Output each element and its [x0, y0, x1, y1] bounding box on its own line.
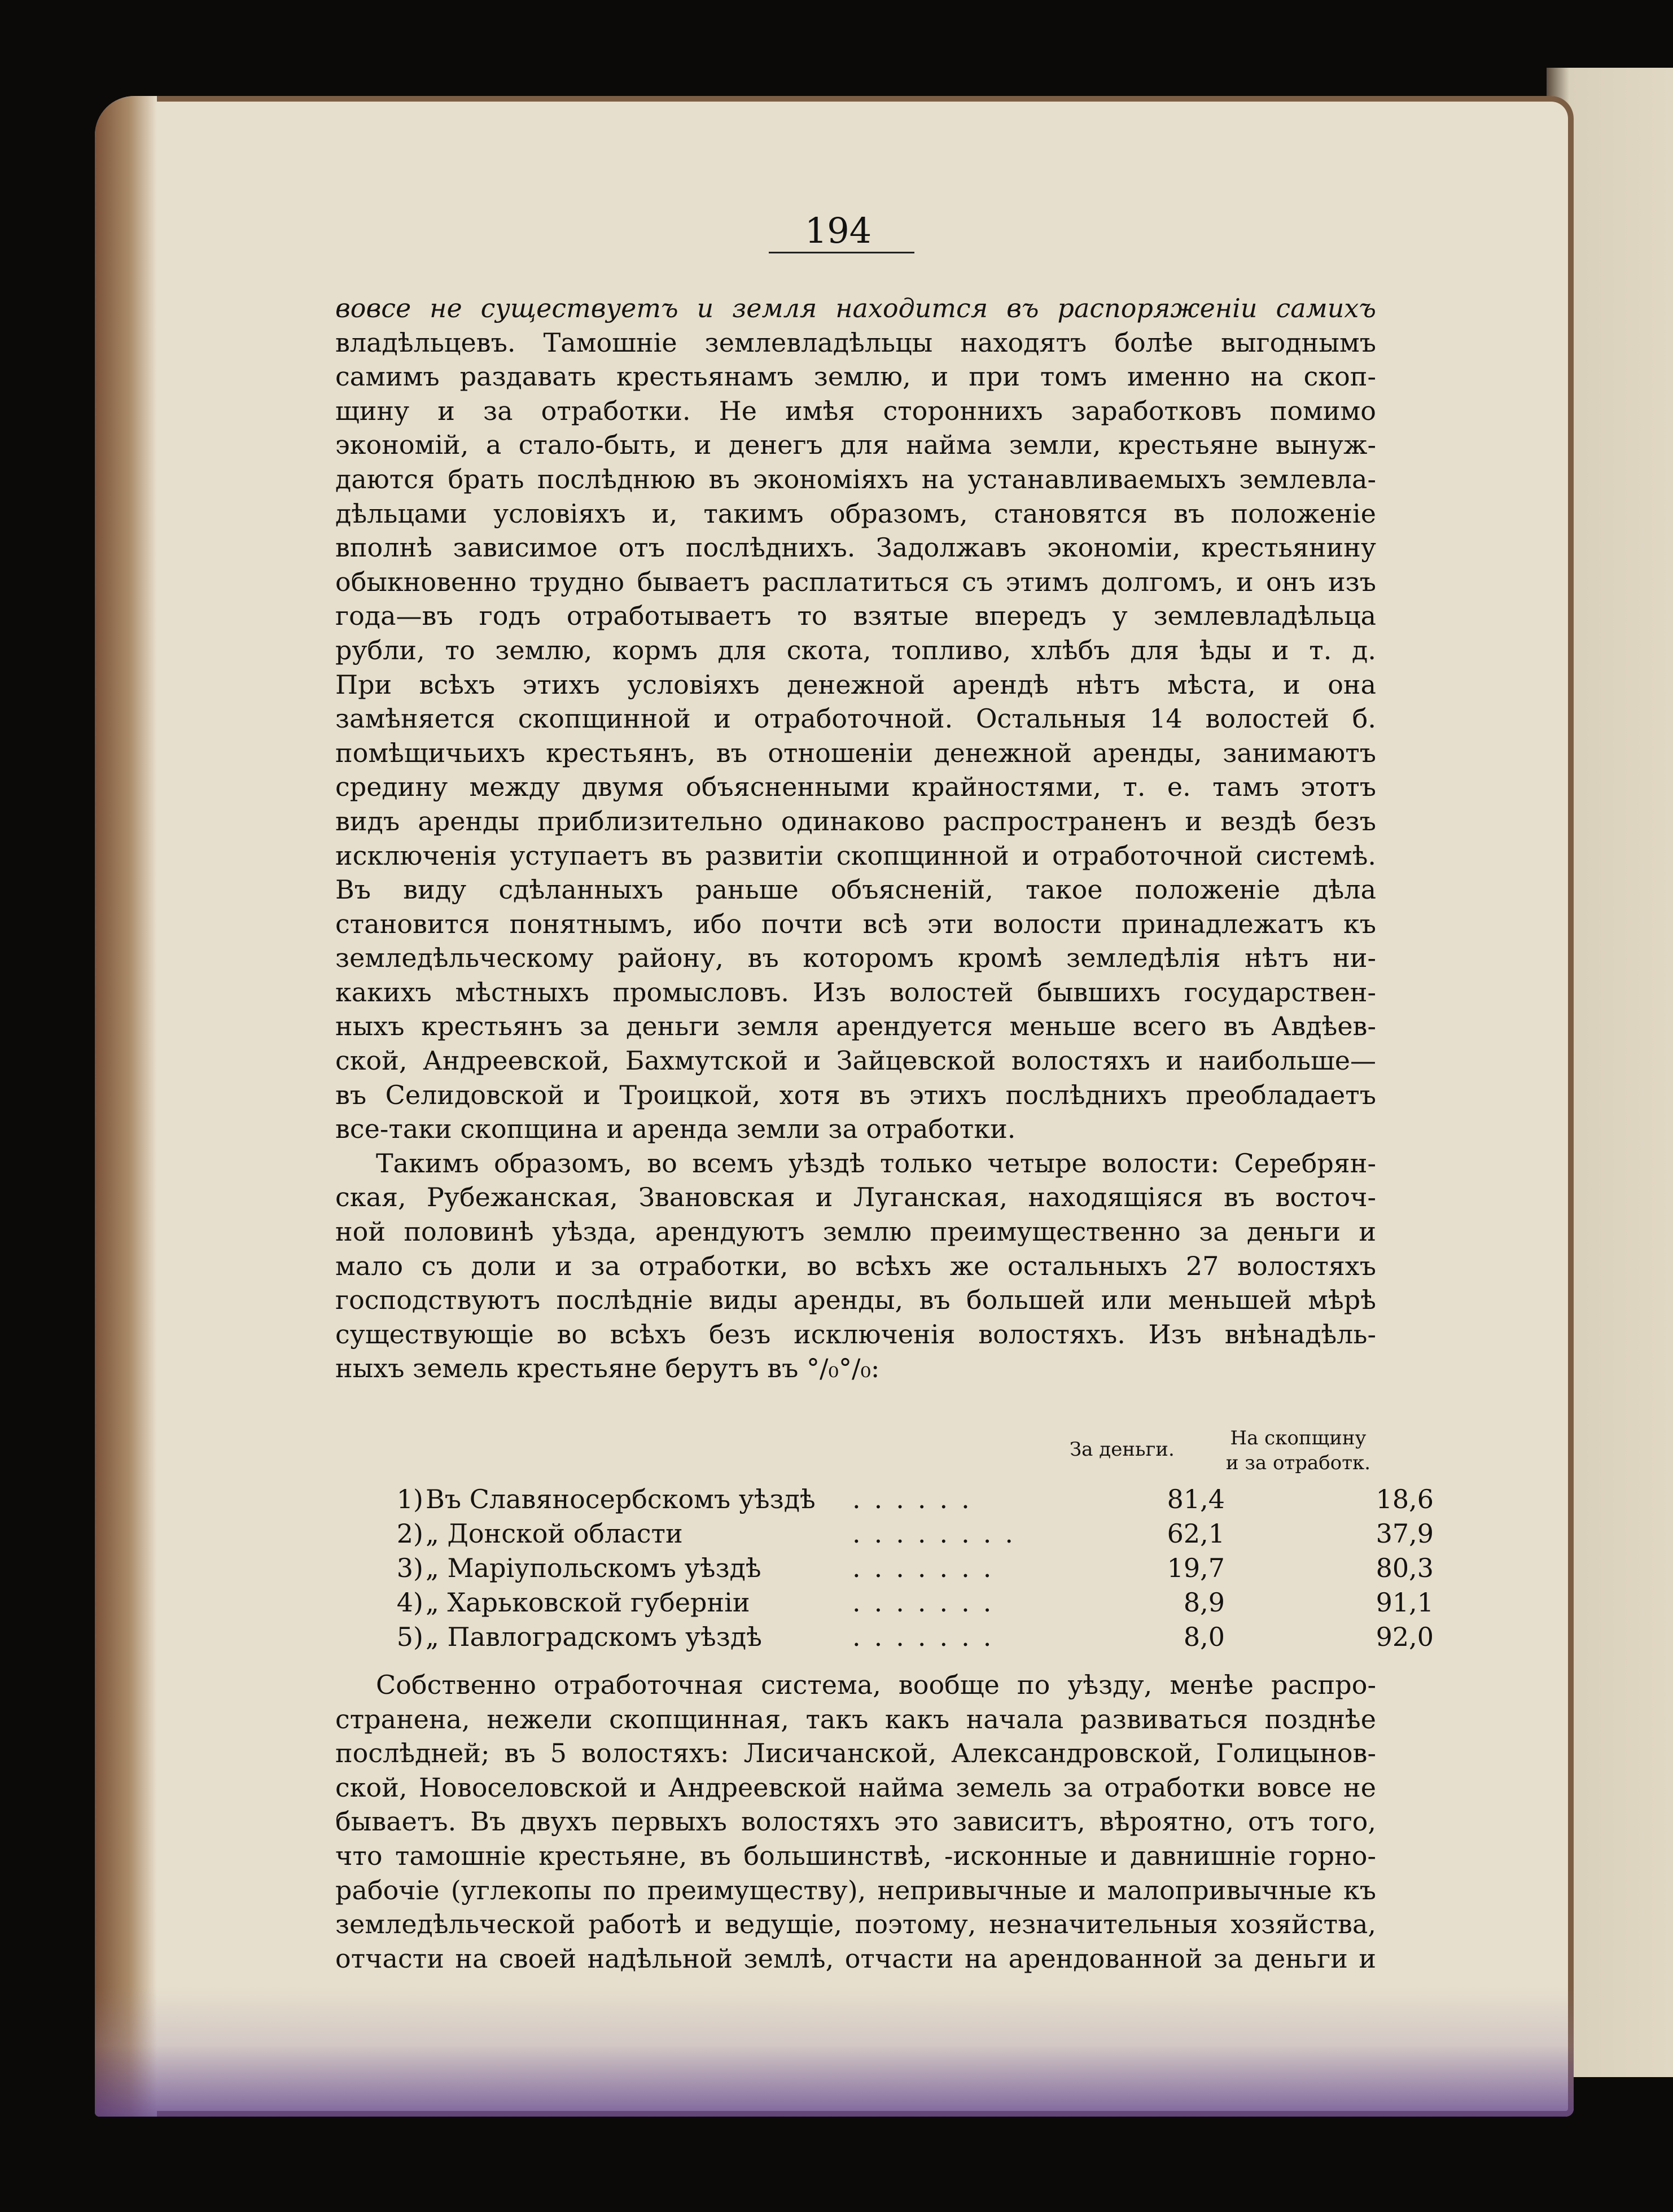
- text-line: видъ аренды приблизительно одинаково распространенъ и вездѣ безъ: [335, 805, 1376, 836]
- text-line: экономій, а стало-быть, и денегъ для найма земли, крестьяне вынуж-: [335, 430, 1376, 461]
- row-value-work: 91,1: [1376, 1587, 1434, 1618]
- text-line: становится понятнымъ, ибо почти всѣ эти волости принадлежатъ къ: [335, 908, 1376, 939]
- text-line: дѣльцами условіяхъ и, такимъ образомъ, становятся въ положеніе: [335, 498, 1376, 529]
- row-value-money: 19,7: [1167, 1553, 1225, 1583]
- row-value-money: 8,9: [1183, 1587, 1225, 1618]
- text-line: помѣщичьихъ крестьянъ, въ отношеніи денежной аренды, занимаютъ: [335, 737, 1376, 768]
- row-number: 2): [396, 1518, 423, 1549]
- text-line: все-таки скопщина и аренда земли за отработки.: [335, 1114, 1016, 1145]
- row-value-work: 37,9: [1376, 1518, 1434, 1549]
- table-header-work-line-2: и за отработк.: [1225, 1452, 1371, 1474]
- text-line: земледѣльческому району, въ которомъ кромѣ земледѣлія нѣтъ ни-: [335, 943, 1376, 974]
- text-line: вовсе не существуетъ и земля находится въ распоряженіи самихъ: [335, 293, 1376, 323]
- text-line: рабочіе (углекопы по преимуществу), непривычные и малопривычные къ: [335, 1874, 1376, 1906]
- text-line: ныхъ крестьянъ за деньги земля арендуется меньше всего въ Авдѣев-: [335, 1011, 1376, 1042]
- row-leader-dots: .......: [852, 1587, 1005, 1618]
- text-line: замѣняется скопщинной и отработочной. Остальныя 14 волостей б.: [335, 703, 1376, 734]
- text-line: Собственно отработочная система, вообще по уѣзду, менѣе распро-: [376, 1670, 1376, 1700]
- row-leader-dots: .......: [852, 1553, 1005, 1583]
- row-label: „ Маріупольскомъ уѣздѣ: [426, 1553, 761, 1583]
- main-text: [335, 291, 1376, 1386]
- row-leader-dots: ........: [852, 1518, 1027, 1549]
- text-line: послѣдней; въ 5 волостяхъ: Лисичанской, Александровской, Голицынов-: [335, 1738, 1376, 1769]
- text-line: года—въ годъ отработываетъ то взятые впередъ у землевладѣльца: [335, 601, 1376, 632]
- text-line: ной половинѣ уѣзда, арендуютъ землю преимущественно за деньги и: [335, 1216, 1376, 1247]
- table-header-money: За деньги.: [1070, 1438, 1175, 1461]
- text-line: Въ виду сдѣланныхъ раньше объясненій, такое положеніе дѣла: [335, 874, 1376, 905]
- row-label: „ Харьковской губерніи: [426, 1587, 750, 1618]
- text-line: что тамошніе крестьяне, въ большинствѣ, -исконные и давнишніе горно-: [335, 1840, 1376, 1871]
- text-line: мало съ доли и за отработки, во всѣхъ же остальныхъ 27 волостяхъ: [335, 1250, 1376, 1281]
- row-label: „ Павлоградскомъ уѣздѣ: [426, 1622, 762, 1652]
- row-value-money: 62,1: [1167, 1518, 1225, 1549]
- text-line: господствуютъ послѣдніе виды аренды, въ большей или меньшей мѣрѣ: [335, 1285, 1376, 1316]
- row-label: Въ Славяносербскомъ уѣздѣ: [426, 1484, 816, 1514]
- text-line: странена, нежели скопщинная, такъ какъ начала развиваться позднѣе: [335, 1703, 1376, 1734]
- row-value-work: 80,3: [1376, 1553, 1434, 1583]
- page-number-rule: [769, 252, 914, 253]
- row-number: 4): [396, 1587, 423, 1618]
- row-leader-dots: ......: [852, 1484, 983, 1514]
- text-line: въ Селидовской и Троицкой, хотя въ этихъ послѣднихъ преобладаетъ: [335, 1079, 1376, 1110]
- text-line: ныхъ земель крестьяне берутъ въ °/₀°/₀:: [335, 1353, 880, 1384]
- text-line: земледѣльческой работѣ и ведущіе, поэтому, незначительныя хозяйства,: [335, 1909, 1376, 1940]
- text-line: существующіе во всѣхъ безъ исключенія волостяхъ. Изъ внѣнадѣль-: [335, 1319, 1376, 1350]
- text-line: исключенія уступаетъ въ развитіи скопщинной и отработочной системѣ.: [335, 840, 1376, 871]
- row-value-money: 81,4: [1167, 1484, 1225, 1514]
- text-line: самимъ раздавать крестьянамъ землю, и при томъ именно на скоп-: [335, 361, 1376, 392]
- text-line: Такимъ образомъ, во всемъ уѣздѣ только четыре волости: Серебрян-: [376, 1147, 1376, 1179]
- row-value-work: 18,6: [1376, 1484, 1434, 1514]
- text-line: ская, Рубежанская, Звановская и Луганская, находящіяся въ восточ-: [335, 1182, 1376, 1213]
- text-line: бываетъ. Въ двухъ первыхъ волостяхъ это зависитъ, вѣроятно, отъ того,: [335, 1806, 1376, 1837]
- text-line: обыкновенно трудно бываетъ расплатиться съ этимъ долгомъ, и онъ изъ: [335, 566, 1376, 597]
- row-number: 5): [396, 1622, 423, 1652]
- text-line: какихъ мѣстныхъ промысловъ. Изъ волостей бывшихъ государствен-: [335, 976, 1376, 1008]
- text-line: владѣльцевъ. Тамошніе землевладѣльцы находятъ болѣе выгоднымъ: [335, 327, 1376, 358]
- table-header-work: [1214, 1426, 1383, 1475]
- row-number: 1): [396, 1484, 423, 1514]
- text-line: отчасти на своей надѣльной землѣ, отчасти на арендованной за деньги и: [335, 1943, 1376, 1974]
- row-value-money: 8,0: [1183, 1622, 1225, 1652]
- row-number: 3): [396, 1553, 423, 1583]
- text-line: средину между двумя объясненными крайностями, т. е. тамъ этотъ: [335, 772, 1376, 803]
- text-line: ской, Андреевской, Бахмутской и Зайцевской волостяхъ и наибольше—: [335, 1045, 1376, 1076]
- text-line: даются брать послѣднюю въ экономіяхъ на устанавливаемыхъ землевла-: [335, 463, 1376, 494]
- row-label: „ Донской области: [426, 1518, 683, 1549]
- text-line: При всѣхъ этихъ условіяхъ денежной арендѣ нѣтъ мѣста, и она: [335, 669, 1376, 700]
- text-line: рубли, то землю, кормъ для скота, топливо, хлѣбъ для ѣды и т. д.: [335, 634, 1376, 665]
- text-line: ской, Новоселовской и Андреевской найма земель за отработки вовсе не: [335, 1772, 1376, 1803]
- row-value-work: 92,0: [1376, 1622, 1434, 1652]
- table-header-work-line-1: На скопщину: [1230, 1427, 1367, 1449]
- main-text-continued: [335, 1668, 1376, 1976]
- text-line: вполнѣ зависимое отъ послѣднихъ. Задолжавъ экономіи, крестьянину: [335, 532, 1376, 563]
- page-number: 194: [804, 210, 872, 251]
- text-line: щину и за отработки. Не имѣя стороннихъ заработковъ помимо: [335, 395, 1376, 426]
- row-leader-dots: .......: [852, 1622, 1005, 1652]
